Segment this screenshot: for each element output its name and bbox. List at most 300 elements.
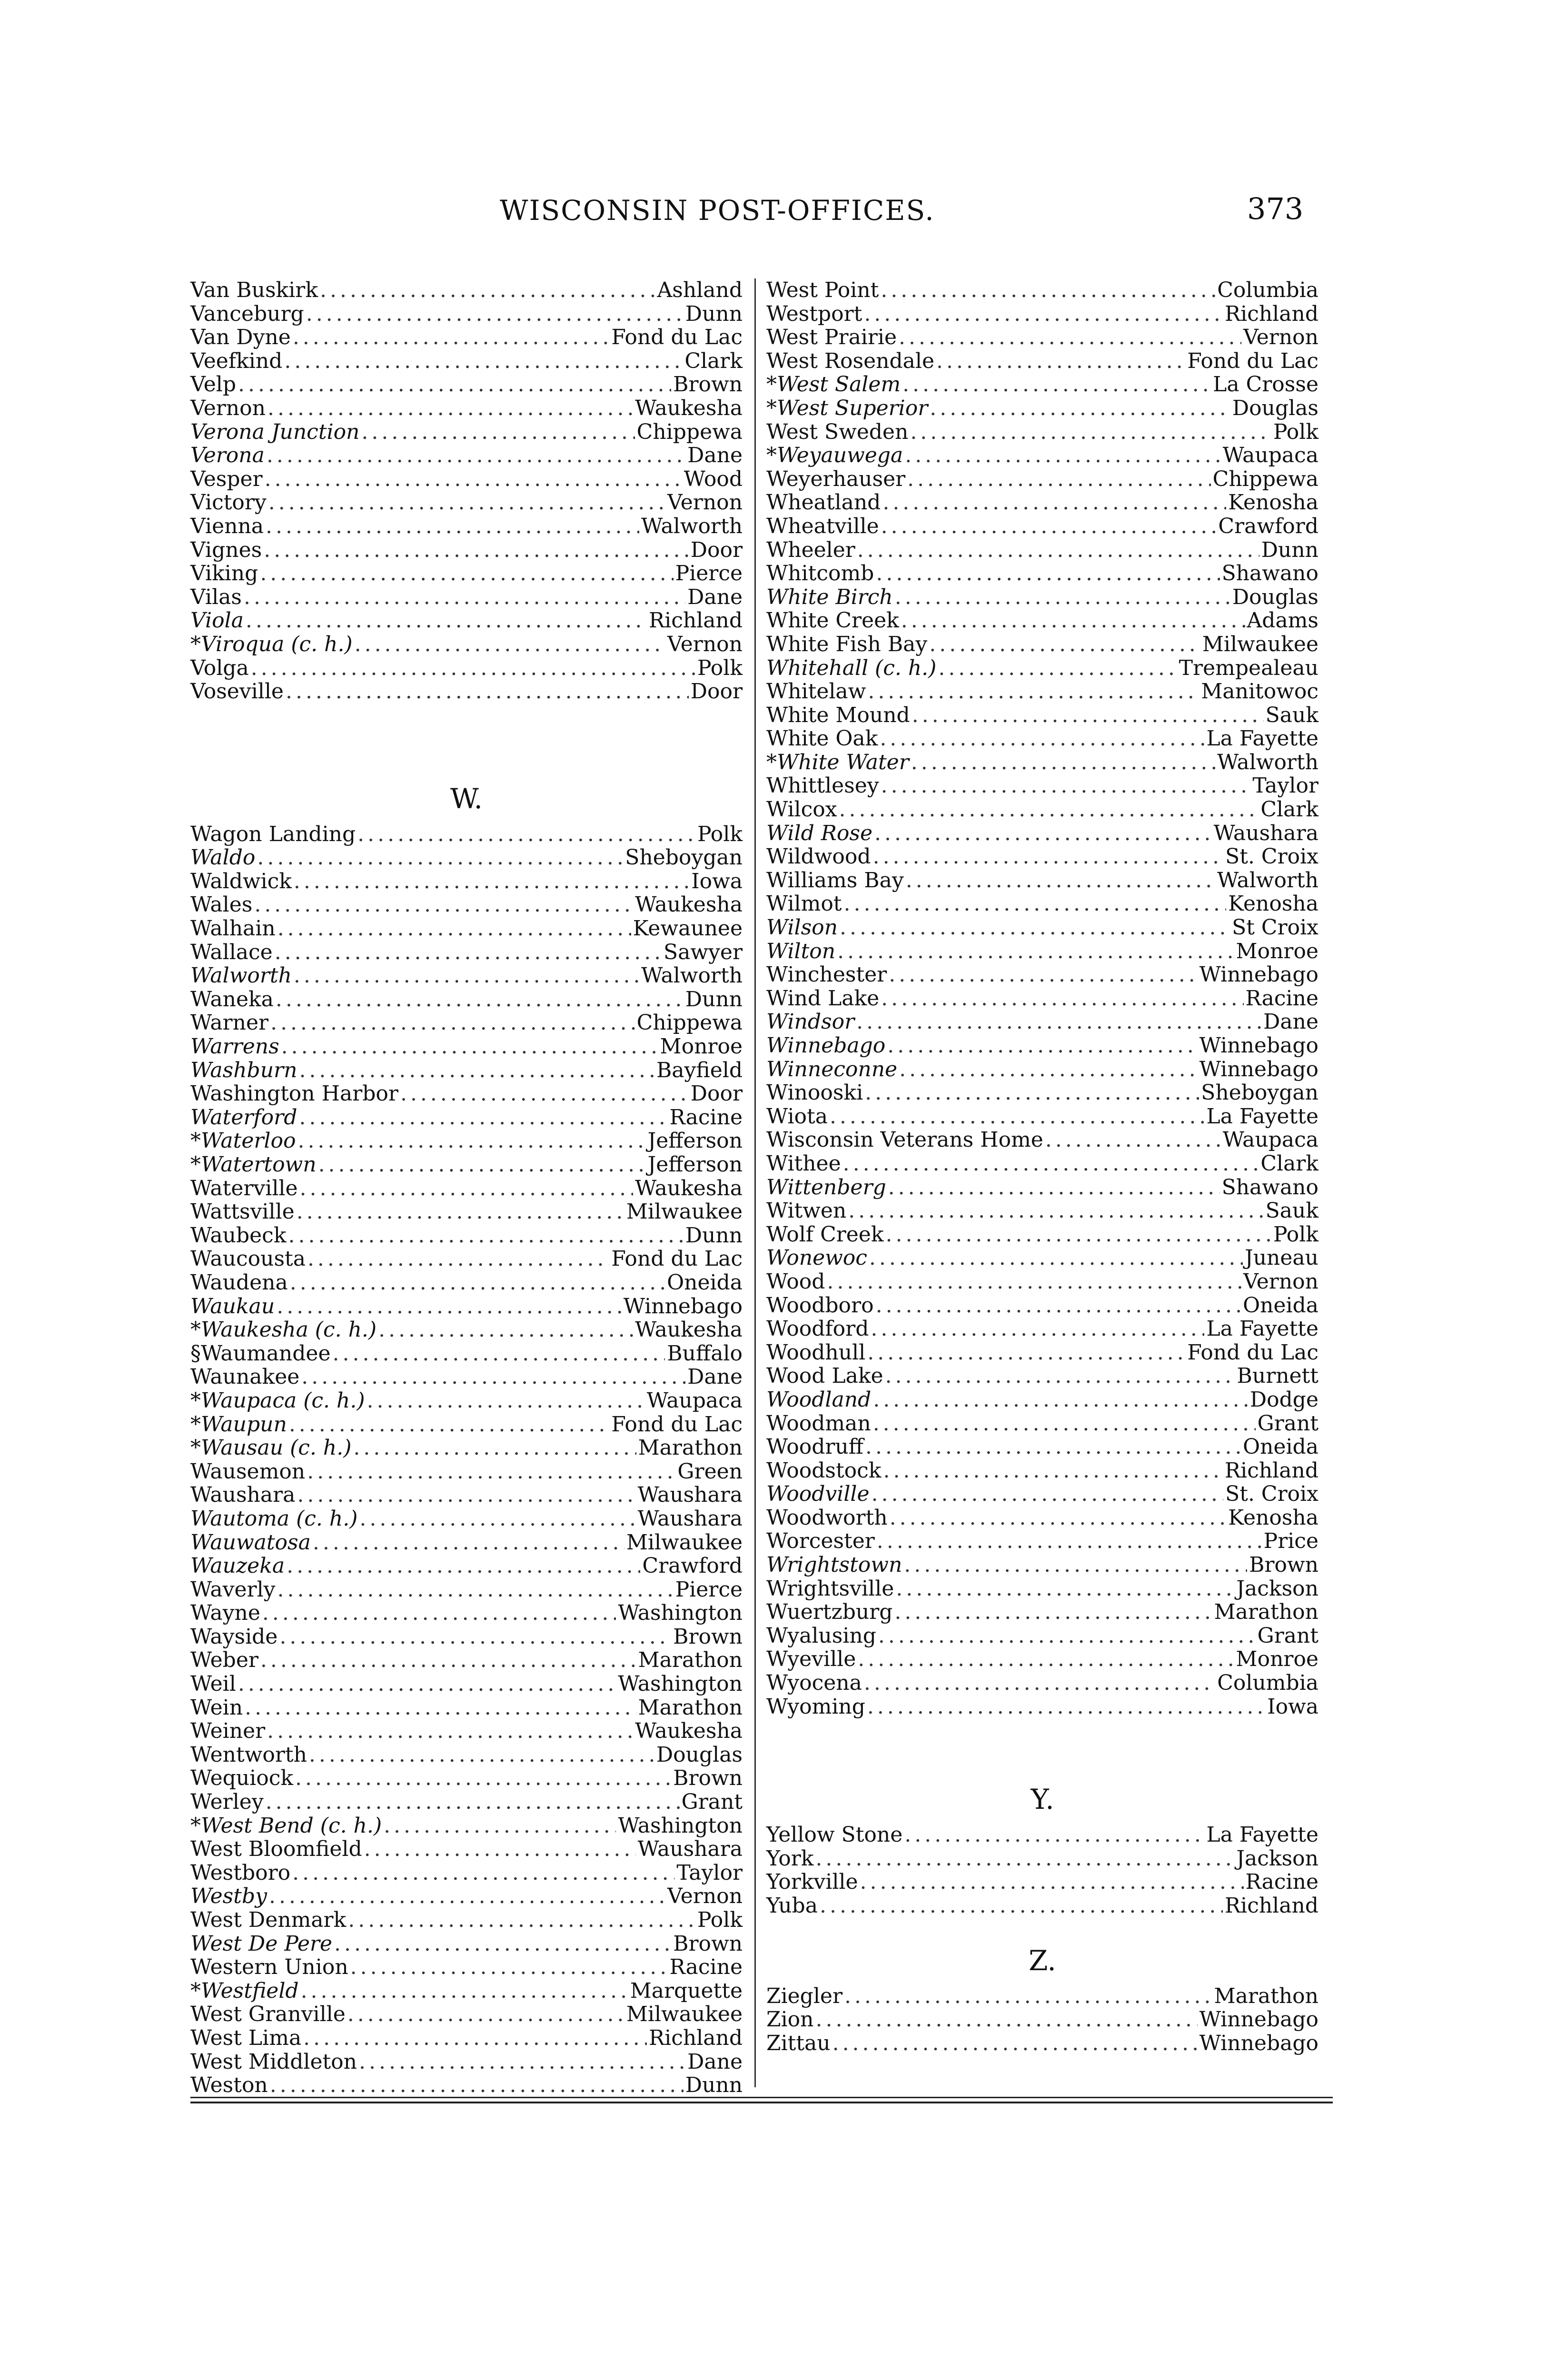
post-office-entry: [190, 964, 743, 988]
post-office-name: Yorkville: [766, 1870, 858, 1894]
post-office-entry: [766, 1081, 1318, 1105]
dot-leader: [262, 1601, 616, 1625]
post-office-name: Washburn: [190, 1058, 297, 1082]
post-office-name: Waterville: [190, 1176, 298, 1200]
post-office-entry: [190, 1601, 743, 1625]
post-office-entry: [190, 1814, 743, 1838]
section-spacer: [190, 704, 743, 775]
post-office-entry: [190, 1766, 743, 1790]
dot-leader: [284, 349, 683, 373]
post-office-entry: [190, 278, 743, 302]
post-office-entry: [190, 2073, 743, 2097]
county-name: Ashland: [657, 278, 743, 302]
post-office-entry: [766, 562, 1318, 585]
county-name: Sauk: [1265, 1199, 1318, 1223]
dot-leader: [905, 444, 1221, 467]
post-office-entry: [190, 1932, 743, 1956]
post-office-name: Wauzeka: [190, 1554, 285, 1578]
post-office-name: Wyocena: [766, 1671, 862, 1696]
post-office-name: West Middleton: [190, 2049, 357, 2074]
dot-leader: [269, 1884, 665, 1908]
county-name: St Croix: [1232, 915, 1318, 940]
post-office-entry: [190, 1648, 743, 1672]
county-name: Walworth: [1217, 868, 1318, 892]
county-name: Milwaukee: [626, 1530, 743, 1555]
post-office-name: *Waukesha (c. h.): [190, 1318, 377, 1342]
post-office-name: Vesper: [190, 466, 263, 491]
post-office-name: Wild Rose: [766, 821, 872, 845]
post-office-entry: [190, 585, 743, 609]
county-name: Waukesha: [635, 1318, 743, 1342]
post-office-name: Woodford: [766, 1317, 869, 1341]
dot-leader: [881, 278, 1215, 302]
county-name: Washington: [618, 1672, 743, 1696]
dot-leader: [281, 1035, 658, 1059]
post-office-entry: [766, 656, 1318, 680]
county-name: Clark: [1260, 797, 1318, 822]
left-column: [190, 278, 743, 2097]
dot-leader: [364, 1837, 636, 1861]
county-name: Shawano: [1221, 1175, 1318, 1200]
county-name: Taylor: [1252, 774, 1318, 798]
post-office-entry: [766, 1058, 1318, 1081]
dot-leader: [904, 1553, 1247, 1577]
post-office-entry: [766, 349, 1318, 373]
post-office-entry: [766, 1317, 1318, 1341]
county-name: Fond du Lac: [611, 1412, 743, 1437]
post-office-name: Vignes: [190, 537, 262, 562]
county-name: Dane: [687, 2049, 743, 2074]
post-office-name: Werley: [190, 1790, 264, 1815]
county-name: Fond du Lac: [1187, 348, 1318, 373]
county-name: Fond du Lac: [611, 325, 743, 350]
county-name: Monroe: [1236, 939, 1318, 963]
post-office-name: West Sweden: [766, 419, 909, 444]
dot-leader: [844, 1984, 1212, 2008]
post-office-entry: [766, 1984, 1318, 2008]
post-office-name: Wales: [190, 892, 253, 917]
county-name: Douglas: [656, 1742, 743, 1767]
dot-leader: [238, 1672, 616, 1696]
section-heading-w: W.: [450, 782, 483, 815]
post-office-name: Wood: [766, 1269, 825, 1294]
dot-leader: [300, 1177, 634, 1200]
dot-leader: [267, 1719, 633, 1743]
post-office-entry: [190, 941, 743, 964]
county-name: Milwaukee: [1202, 632, 1318, 656]
county-name: Shawano: [1221, 561, 1318, 586]
post-office-entry: [190, 988, 743, 1012]
county-name: Walworth: [641, 514, 743, 538]
post-office-entry: [766, 1152, 1318, 1176]
dot-leader: [843, 1152, 1259, 1176]
county-name: Racine: [669, 1105, 743, 1130]
post-office-entry: [190, 1696, 743, 1720]
dot-leader: [268, 397, 633, 420]
post-office-name: Wheatland: [766, 490, 881, 515]
dot-leader: [320, 278, 655, 302]
county-name: Brown: [673, 1624, 743, 1649]
post-office-entry: [766, 1199, 1318, 1223]
county-name: Winnebago: [1199, 1057, 1318, 1081]
dot-leader: [287, 1554, 640, 1578]
county-name: Douglas: [1232, 585, 1318, 609]
dot-leader: [881, 515, 1217, 538]
post-office-name: Walhain: [190, 916, 276, 941]
post-office-name: Wolf Creek: [766, 1222, 884, 1247]
post-office-entry: [766, 680, 1318, 704]
post-office-name: Wheatville: [766, 514, 879, 538]
county-name: Marathon: [1214, 1600, 1318, 1625]
post-office-name: Woodland: [766, 1387, 872, 1412]
dot-leader: [361, 420, 634, 444]
post-office-entry: [766, 515, 1318, 538]
dot-leader: [885, 1364, 1235, 1388]
county-name: Winnebago: [1199, 2007, 1318, 2032]
dot-leader: [889, 963, 1197, 987]
county-name: La Fayette: [1206, 1823, 1318, 1847]
post-office-entry: [190, 1554, 743, 1578]
dot-leader: [238, 373, 671, 397]
post-office-entry: [190, 1743, 743, 1767]
post-office-name: Whitelaw: [766, 679, 866, 704]
post-office-entry: [190, 1129, 743, 1153]
post-office-name: Witwen: [766, 1199, 847, 1223]
post-office-entry: [190, 326, 743, 349]
dot-leader: [858, 1647, 1234, 1671]
county-name: Kenosha: [1228, 490, 1318, 515]
post-office-entry: [190, 1790, 743, 1814]
post-office-name: Wilton: [766, 939, 836, 963]
dot-leader: [888, 1176, 1220, 1200]
post-office-name: Wayside: [190, 1624, 278, 1649]
dot-leader: [277, 917, 631, 941]
county-name: Winnebago: [1199, 2031, 1318, 2055]
post-office-entry: [766, 538, 1318, 562]
post-office-name: Vilas: [190, 585, 242, 609]
post-office-entry: [766, 963, 1318, 987]
county-name: Green: [677, 1459, 743, 1484]
county-name: Dane: [1263, 1010, 1318, 1034]
dot-leader: [265, 467, 682, 491]
post-office-entry: [766, 845, 1318, 869]
y-entry-list: [766, 1823, 1318, 1917]
section-spacer: [766, 1718, 1318, 1775]
post-office-name: Victory: [190, 490, 267, 515]
post-office-name: *Weyauwega: [766, 443, 903, 468]
post-office-entry: [766, 1647, 1318, 1671]
dot-leader: [290, 1271, 665, 1295]
post-office-entry: [766, 397, 1318, 420]
post-office-name: Wequiock: [190, 1766, 294, 1791]
post-office-entry: [766, 1010, 1318, 1034]
post-office-entry: [766, 609, 1318, 633]
post-office-name: Woodstock: [766, 1458, 882, 1483]
county-name: La Crosse: [1213, 372, 1318, 397]
post-office-entry: [190, 1035, 743, 1059]
dot-leader: [827, 1270, 1241, 1294]
county-name: Polk: [1273, 419, 1318, 444]
county-name: Racine: [1245, 986, 1318, 1011]
dot-leader: [266, 1790, 680, 1814]
county-name: Marquette: [630, 1978, 743, 2003]
post-office-entry: [766, 1671, 1318, 1695]
post-office-name: *Waupaca (c. h.): [190, 1388, 365, 1413]
county-name: Waukesha: [635, 396, 743, 420]
county-name: Walworth: [641, 963, 743, 988]
post-office-name: White Birch: [766, 585, 893, 609]
post-office-entry: [190, 680, 743, 704]
post-office-name: Waldo: [190, 845, 256, 870]
post-office-name: Wyoming: [766, 1694, 865, 1719]
county-name: Fond du Lac: [611, 1247, 743, 1271]
v-entry-list: [190, 278, 743, 704]
post-office-entry: [766, 2032, 1318, 2055]
county-name: La Fayette: [1206, 1317, 1318, 1341]
dot-leader: [899, 1058, 1198, 1081]
post-office-name: Vanceburg: [190, 301, 304, 326]
dot-leader: [270, 1011, 635, 1035]
post-office-name: West Rosendale: [766, 348, 935, 373]
dot-leader: [307, 1247, 609, 1271]
post-office-name: Zion: [766, 2007, 814, 2032]
section-heading-z: Z.: [1029, 1944, 1056, 1977]
post-office-entry: [190, 1106, 743, 1130]
dot-leader: [276, 988, 684, 1012]
dot-leader: [350, 1955, 668, 1979]
post-office-name: Viking: [190, 561, 258, 586]
post-office-entry: [190, 656, 743, 680]
post-office-name: Velp: [190, 372, 237, 397]
post-office-name: *Waterloo: [190, 1129, 296, 1153]
dot-leader: [266, 515, 639, 538]
post-office-entry: [190, 1837, 743, 1861]
dot-leader: [860, 1870, 1244, 1894]
dot-leader: [353, 1436, 636, 1460]
dot-leader: [936, 349, 1185, 373]
dot-leader: [1045, 1128, 1221, 1152]
county-name: Door: [690, 1081, 743, 1106]
county-name: Crawford: [642, 1554, 743, 1578]
post-office-name: Warrens: [190, 1034, 279, 1059]
post-office-entry: [766, 751, 1318, 774]
post-office-name: Withee: [766, 1151, 841, 1176]
county-name: Taylor: [676, 1860, 743, 1885]
dot-leader: [299, 1106, 667, 1130]
dot-leader: [268, 491, 665, 515]
county-name: Buffalo: [667, 1341, 743, 1366]
dot-leader: [334, 1932, 671, 1956]
post-office-name: Wonewoc: [766, 1246, 867, 1270]
county-name: Monroe: [660, 1034, 743, 1059]
county-name: Waukesha: [635, 1719, 743, 1744]
county-name: Winnebago: [1199, 962, 1318, 987]
page-number: 373: [1247, 191, 1304, 226]
county-name: Manitowoc: [1201, 679, 1318, 704]
dot-leader: [864, 302, 1223, 326]
post-office-name: West Granville: [190, 2002, 346, 2027]
post-office-entry: [190, 1295, 743, 1319]
county-name: Richland: [649, 2025, 743, 2050]
post-office-name: West Point: [766, 278, 879, 302]
dot-leader: [400, 1082, 689, 1106]
post-office-entry: [190, 1318, 743, 1342]
county-name: Pierce: [675, 1577, 743, 1602]
dot-leader: [257, 846, 623, 870]
post-office-entry: [766, 822, 1318, 845]
post-office-name: Woodruff: [766, 1435, 864, 1459]
post-office-entry: [766, 633, 1318, 656]
dot-leader: [264, 538, 689, 562]
dot-leader: [865, 1081, 1199, 1105]
dot-leader: [260, 1648, 636, 1672]
dot-leader: [840, 916, 1230, 940]
dot-leader: [279, 1625, 671, 1649]
right-column: [766, 278, 1318, 2055]
post-office-name: *West Superior: [766, 396, 928, 420]
dot-leader: [882, 491, 1226, 515]
post-office-entry: [766, 1624, 1318, 1648]
post-office-entry: [766, 1553, 1318, 1577]
county-name: Winnebago: [623, 1294, 743, 1319]
county-name: Waukesha: [635, 1176, 743, 1200]
post-office-name: Wind Lake: [766, 986, 880, 1011]
post-office-name: Weber: [190, 1648, 258, 1673]
post-office-entry: [190, 1719, 743, 1743]
post-office-entry: [190, 515, 743, 538]
county-name: Richland: [1225, 1458, 1318, 1483]
post-office-name: *Viroqua (c. h.): [190, 632, 353, 656]
post-office-name: Weil: [190, 1672, 236, 1696]
dot-leader: [277, 1578, 674, 1602]
post-office-name: *White Water: [766, 750, 909, 774]
post-office-entry: [190, 917, 743, 941]
dot-leader: [864, 1671, 1215, 1695]
post-office-name: West Prairie: [766, 325, 897, 350]
dot-leader: [384, 1814, 616, 1838]
post-office-name: Woodworth: [766, 1505, 888, 1530]
post-office-name: Whittlesey: [766, 774, 879, 798]
post-office-name: Wayne: [190, 1601, 260, 1626]
county-name: Vernon: [1243, 1269, 1318, 1294]
county-name: Door: [690, 537, 743, 562]
dot-leader: [359, 1507, 635, 1531]
dot-leader: [367, 1389, 645, 1413]
post-office-entry: [766, 491, 1318, 515]
post-office-entry: [766, 1577, 1318, 1601]
dot-leader: [890, 1506, 1227, 1530]
county-name: Brown: [673, 1931, 743, 1956]
post-office-entry: [766, 987, 1318, 1011]
dot-leader: [244, 585, 685, 609]
post-office-entry: [190, 1908, 743, 1932]
county-name: Waukesha: [635, 892, 743, 917]
post-office-name: Verona Junction: [190, 419, 360, 444]
post-office-entry: [766, 1847, 1318, 1871]
post-office-entry: [766, 704, 1318, 727]
post-office-entry: [190, 1389, 743, 1413]
post-office-entry: [766, 1388, 1318, 1412]
post-office-entry: [766, 1223, 1318, 1247]
post-office-name: Wein: [190, 1695, 243, 1720]
county-name: Vernon: [667, 1884, 743, 1909]
post-office-name: Wyalusing: [766, 1623, 876, 1648]
county-name: Waupaca: [646, 1388, 743, 1413]
post-office-entry: [190, 1955, 743, 1979]
post-office-name: Wyeville: [766, 1647, 856, 1672]
post-office-entry: [766, 467, 1318, 491]
post-office-name: Windsor: [766, 1010, 855, 1034]
post-office-name: §Waumandee: [190, 1341, 331, 1366]
post-office-entry: [766, 916, 1318, 940]
post-office-entry: [766, 373, 1318, 397]
post-office-name: Vernon: [190, 396, 266, 420]
county-name: Winnebago: [1199, 1033, 1318, 1058]
post-office-entry: [190, 1483, 743, 1507]
post-office-name: Waucousta: [190, 1247, 306, 1271]
post-office-name: Waubeck: [190, 1223, 287, 1248]
post-office-name: Wilcox: [766, 797, 837, 822]
post-office-name: Waneka: [190, 987, 274, 1012]
post-office-name: Walworth: [190, 963, 292, 988]
dot-leader: [301, 1365, 685, 1389]
county-name: Chippewa: [636, 419, 743, 444]
county-name: Chippewa: [1212, 466, 1318, 491]
post-office-entry: [766, 1823, 1318, 1847]
county-name: Walworth: [1217, 750, 1318, 774]
county-name: Richland: [649, 608, 743, 633]
county-name: Dane: [687, 1365, 743, 1389]
post-office-name: West Lima: [190, 2025, 302, 2050]
dot-leader: [270, 2073, 684, 2097]
county-name: Kenosha: [1228, 892, 1318, 916]
w-entry-list: [190, 823, 743, 2097]
county-name: Oneida: [667, 1270, 743, 1295]
post-office-name: Waukau: [190, 1294, 275, 1319]
county-name: Oneida: [1243, 1435, 1318, 1459]
post-office-name: Woodboro: [766, 1293, 874, 1318]
dot-leader: [246, 609, 647, 633]
post-office-name: Ziegler: [766, 1983, 842, 2008]
dot-leader: [871, 1317, 1204, 1341]
post-office-entry: [766, 774, 1318, 798]
post-office-name: *Waupun: [190, 1412, 287, 1437]
dot-leader: [307, 1460, 675, 1484]
county-name: Brown: [1249, 1553, 1318, 1577]
post-office-entry: [190, 491, 743, 515]
post-office-entry: [766, 1529, 1318, 1553]
county-name: Columbia: [1217, 1671, 1318, 1696]
county-name: Juneau: [1245, 1246, 1318, 1270]
dot-leader: [912, 704, 1264, 727]
post-office-name: Weiner: [190, 1719, 266, 1744]
post-office-entry: [190, 1365, 743, 1389]
post-office-name: Wheeler: [766, 537, 855, 562]
dot-leader: [876, 1294, 1241, 1318]
dot-leader: [254, 893, 633, 917]
post-office-entry: [190, 420, 743, 444]
post-office-name: Winneconne: [766, 1057, 898, 1081]
post-office-name: Wildwood: [766, 844, 871, 869]
post-office-name: Whitehall (c. h.): [766, 655, 937, 680]
dot-leader: [929, 633, 1200, 656]
post-office-name: Woodhull: [766, 1340, 866, 1365]
post-office-entry: [190, 1436, 743, 1460]
post-office-entry: [766, 302, 1318, 326]
dot-leader: [837, 940, 1234, 963]
post-office-entry: [766, 444, 1318, 467]
post-office-name: Wausemon: [190, 1459, 306, 1484]
